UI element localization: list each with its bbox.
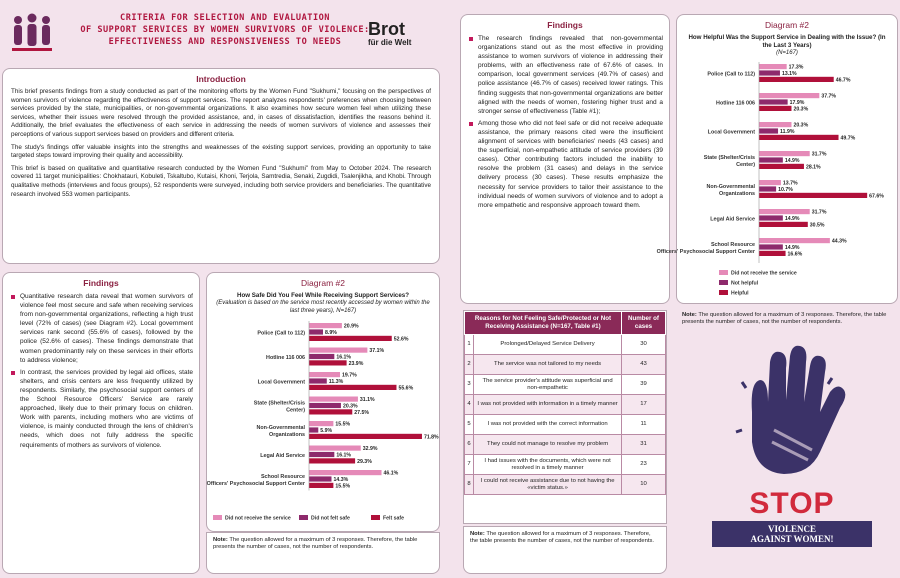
introduction-panel xyxy=(2,68,440,264)
data-label: 67.6% xyxy=(869,192,884,199)
data-label: 20.3% xyxy=(793,122,809,129)
bar xyxy=(309,409,352,414)
findings-bullet: Among those who did not feel safe or did not receive adequate assistance, the primary reasons cited were the insufficient alignment of services with beneficiaries' needs (43 cases) and the superficial, non-empathetic attitude of service providers (39 cases). Other contributing factors included the inability to resolve the problem (31 cases) and delays in the service delivery process (30 cases). These results emphasize the necessity for service providers to tailor their assistance to the individual needs of women survivors of violence and to adopt a more empathetic and responsive approach toward them. xyxy=(469,119,663,210)
bar xyxy=(309,336,392,341)
data-label: 16.6% xyxy=(787,250,803,257)
data-label: 15.5% xyxy=(335,483,351,490)
bar xyxy=(759,93,819,98)
row-cases: 17 xyxy=(622,395,666,415)
findings-title: Findings xyxy=(547,20,583,30)
row-cases: 31 xyxy=(622,435,666,455)
category-label: Center) xyxy=(736,161,755,168)
table-row xyxy=(465,335,666,355)
row-number: 2 xyxy=(465,355,474,375)
table-header-cases: Number of cases xyxy=(622,312,666,335)
diagram-label: Diagram #2 xyxy=(301,278,345,288)
intro-paragraph-1: This brief presents findings from a study conducted as part of the monitoring efforts by the Women Fund "Sukhumi," focusing on the perspectives of women survivors of violence regarding the effectiveness of support services. The report analyzes respondents' preferences when choosing between services provided by the state, municipalities, or non-governmental organizations. It also examines how secure women feel when utilizing these services, whether their issues were resolved through the provided assistance, and, in cases of dissatisfaction, identifies the reasons behind it. Additionally, the brief evaluates the effectiveness of each service in addressing the needs of women survivors of violence and assesses their perceptions of various support services based on providers and different criteria. xyxy=(11,88,431,138)
category-label: Non-Governmental xyxy=(706,183,755,190)
row-reason: I could not receive assistance due to not having the «victim status.» xyxy=(474,475,622,495)
bar xyxy=(309,354,334,359)
row-reason: The service provider's attitude was superficial and non-empathetic xyxy=(474,375,622,395)
row-number: 5 xyxy=(465,415,474,435)
data-label: 46.1% xyxy=(383,470,399,477)
diagram-safety-note: Note: The question allowed for a maximum of 3 responses. Therefore, the table presents the number of cases, not the number of respondents. xyxy=(206,532,440,574)
bar xyxy=(759,134,839,139)
data-label: 14.9% xyxy=(784,215,800,222)
page-title: CRITERIA FOR SELECTION AND EVALUATION OF SUPPORT SERVICES BY WOMEN SURVIVORS OF VIOLENCE: EFFECTIVENESS AND RESPONSIVENESS TO NEEDS xyxy=(80,13,370,47)
bar xyxy=(309,476,331,481)
data-label: 44.3% xyxy=(831,238,847,245)
data-label: 29.3% xyxy=(357,458,372,465)
chart-subtitle: (Evaluation is based on the service most recently accessed by women within the last three years), N=167) xyxy=(216,300,430,314)
women-fund-logo xyxy=(6,10,58,56)
legend-swatch xyxy=(299,515,308,520)
data-label: 14.9% xyxy=(784,244,800,251)
row-reason: I was not provided with information in a timely manner xyxy=(474,395,622,415)
bar xyxy=(759,122,791,127)
data-label: 11.9% xyxy=(780,128,795,135)
intro-paragraph-3: This brief is based on qualitative and quantitative research conducted by the Women Fund "Sukhumi" from May to October 2024. The research covered 11 target municipalities: Chokhatauri, Kobuleti, Tskaltubo, Kutaisi, Khoni, Terjola, Samtredia, Senaki, Zugdidi, Tsalenjikha, and Khobi. Through qualitative methods (interviews and focus groups), 52 respondents were surveyed, including both service providers and beneficiaries. The quantitative research involved 553 women participants. xyxy=(11,164,431,198)
chart-subtitle: (N=167) xyxy=(776,50,798,56)
bar xyxy=(309,378,327,383)
category-label: Police (Call to 112) xyxy=(707,71,755,78)
table-row xyxy=(465,355,666,375)
data-label: 71.8% xyxy=(423,434,439,441)
findings-right-panel xyxy=(460,14,670,304)
legend-swatch xyxy=(719,290,728,295)
row-number: 1 xyxy=(465,335,474,355)
legend-swatch xyxy=(719,280,728,285)
category-label: Legal Aid Service xyxy=(710,216,755,223)
table-row xyxy=(465,455,666,475)
data-label: 37.7% xyxy=(821,93,837,100)
helpful-bar-chart xyxy=(656,58,897,298)
data-label: 16.1% xyxy=(336,452,352,459)
findings-bullet: Quantitative research data reveal that women survivors of violence feel most secure and safe when receiving services from non-governmental organizations, reflecting a high trust level (72% of cases) (see Diagram #2). Local government services rank second (55.6% of cases), followed by the police (52.6% of cases). These findings demonstrate that women predominantly rely on these services in their efforts to address violence; xyxy=(11,292,193,365)
category-label: Hotline 116 006 xyxy=(266,355,305,362)
category-label: Center) xyxy=(286,407,305,414)
data-label: 49.7% xyxy=(840,134,856,141)
bar xyxy=(759,192,867,197)
data-label: 20.3% xyxy=(342,403,358,410)
reasons-table-panel xyxy=(463,310,667,524)
row-reason: Prolonged/Delayed Service Delivery xyxy=(474,335,622,355)
findings-bullet: The research findings revealed that non-governmental organizations stand out as the most effective in providing assistance to women survivors of violence in addressing their problems, with an effectiveness rate of 67.6% of cases. In comparison, local government services (49.7% of cases) and police assistance (46.7% of cases) received lower ratings. This finding suggests that non-governmental organizations are better aligned with the needs of women, fostering higher trust and a stronger sense of effectiveness (Table #1); xyxy=(469,34,663,116)
chart-title: How Helpful Was the Support Service in Dealing with the Issue? (In the Last 3 Years) xyxy=(688,34,886,49)
bar xyxy=(759,76,834,81)
bar xyxy=(759,99,788,104)
data-label: 23.9% xyxy=(348,360,364,367)
bar xyxy=(759,250,786,255)
bar xyxy=(759,151,810,156)
row-number: 3 xyxy=(465,375,474,395)
bar xyxy=(309,348,367,353)
table-row xyxy=(465,475,666,495)
data-label: 13.7% xyxy=(782,180,798,187)
category-label: State (Shelter/Crisis xyxy=(253,400,305,407)
data-label: 5.9% xyxy=(320,428,333,434)
category-label: School Resource xyxy=(710,241,755,248)
bar xyxy=(759,64,787,69)
row-reason: I was not provided with the correct information xyxy=(474,415,622,435)
data-label: 27.5% xyxy=(354,409,369,416)
data-label: 20.9% xyxy=(343,323,359,330)
row-number: 4 xyxy=(465,395,474,415)
bar xyxy=(309,329,323,334)
category-label: Organizations xyxy=(269,432,305,439)
bar xyxy=(759,244,783,249)
row-reason: The service was not tailored to my needs xyxy=(474,355,622,375)
diagram-helpful-panel xyxy=(656,14,898,304)
findings-left-panel xyxy=(2,272,200,574)
bar xyxy=(309,427,318,432)
category-label: Local Government xyxy=(257,379,305,386)
data-label: 46.7% xyxy=(835,76,851,83)
row-reason: They could not manage to resolve my problem xyxy=(474,435,622,455)
intro-paragraph-2: The study's findings offer valuable insights into the strengths and weaknesses of the existing support services, providing an opportunity to take targeted steps toward improving their quality and accessibility. xyxy=(11,143,431,160)
bar xyxy=(309,483,333,488)
table-header-reasons: Reasons for Not Feeling Safe/Protected or Not Receiving Assistance (N=167, Table #1) xyxy=(465,312,622,335)
data-label: 19.7% xyxy=(341,372,357,379)
row-cases: 23 xyxy=(622,455,666,475)
bar xyxy=(309,458,355,463)
stop-violence-poster xyxy=(712,342,872,572)
data-label: 31.1% xyxy=(359,397,375,404)
raised-hand-icon xyxy=(712,342,872,482)
reasons-table xyxy=(464,311,666,495)
row-cases: 30 xyxy=(622,335,666,355)
stop-text: STOP xyxy=(749,487,835,520)
data-label: 28.1% xyxy=(805,163,821,170)
data-label: 20.3% xyxy=(793,105,809,112)
row-cases: 39 xyxy=(622,375,666,395)
category-label: Legal Aid Service xyxy=(260,453,305,460)
bar xyxy=(759,186,776,191)
legend-swatch xyxy=(371,515,380,520)
bar xyxy=(759,221,808,226)
findings-title: Findings xyxy=(83,278,119,288)
category-label: Police (Call to 112) xyxy=(257,330,305,337)
data-label: 30.5% xyxy=(809,221,825,228)
category-label: Officers' Psychosocial Support Center xyxy=(656,248,755,255)
legend-label: Did not felt safe xyxy=(311,515,350,522)
data-label: 55.6% xyxy=(398,385,414,392)
bar xyxy=(759,157,783,162)
bar xyxy=(309,403,341,408)
data-label: 52.6% xyxy=(393,336,409,343)
legend-swatch xyxy=(213,515,222,520)
bar xyxy=(759,163,804,168)
data-label: 15.5% xyxy=(335,421,351,428)
row-cases: 43 xyxy=(622,355,666,375)
bar xyxy=(309,421,333,426)
row-cases: 10 xyxy=(622,475,666,495)
bar xyxy=(759,209,810,214)
legend-label: Helpful xyxy=(731,290,749,297)
row-number: 8 xyxy=(465,475,474,495)
bar xyxy=(309,360,347,365)
data-label: 31.7% xyxy=(811,209,827,216)
category-label: Organizations xyxy=(719,190,755,197)
row-reason: I had issues with the documents, which were not resolved in a timely manner xyxy=(474,455,622,475)
data-label: 14.3% xyxy=(333,477,349,483)
bar xyxy=(759,180,781,185)
row-cases: 11 xyxy=(622,415,666,435)
bar xyxy=(759,238,830,243)
chart-title: How Safe Did You Feel While Receiving Support Services? xyxy=(236,292,410,299)
bar xyxy=(309,434,422,439)
legend-label: Did not receive the service xyxy=(225,515,291,522)
legend-label: Did not receive the service xyxy=(731,270,797,277)
data-label: 17.9% xyxy=(789,99,805,106)
category-label: School Resource xyxy=(260,474,305,481)
data-label: 14.9% xyxy=(784,157,800,164)
table-note: Note: The question allowed for a maximum of 3 responses. Therefore, the table presents the number of cases, not the number of respondents. xyxy=(463,526,667,574)
data-label: 8.9% xyxy=(325,330,337,336)
table-row xyxy=(465,395,666,415)
data-label: 32.9% xyxy=(362,446,378,453)
bar xyxy=(759,70,780,75)
legend-swatch xyxy=(719,270,728,275)
bar xyxy=(309,372,340,377)
data-label: 37.1% xyxy=(369,348,385,355)
data-label: 16.1% xyxy=(336,354,352,361)
category-label: Officers' Psychosocial Support Center xyxy=(206,481,305,488)
bar xyxy=(309,385,396,390)
stop-banner: VIOLENCE AGAINST WOMEN! xyxy=(712,521,872,547)
legend-label: Felt safe xyxy=(383,515,405,522)
bar xyxy=(309,446,361,451)
bar xyxy=(309,323,342,328)
category-label: Non-Governmental xyxy=(256,425,305,432)
bar xyxy=(309,470,382,475)
safety-bar-chart xyxy=(207,315,439,525)
legend-label: Not helpful xyxy=(731,280,759,287)
diagram-helpful-note: Note: The question allowed for a maximum of 3 responses. Therefore, the table presents the number of cases, not the number of respondents. xyxy=(682,312,887,326)
table-row xyxy=(465,435,666,455)
data-label: 11.3% xyxy=(328,379,344,385)
category-label: Hotline 116 006 xyxy=(716,100,755,107)
bar xyxy=(759,105,791,110)
category-label: State (Shelter/Crisis xyxy=(703,154,755,161)
diagram-label: Diagram #2 xyxy=(765,20,809,30)
bar xyxy=(309,397,358,402)
table-row xyxy=(465,375,666,395)
bar xyxy=(309,452,334,457)
table-row xyxy=(465,415,666,435)
findings-bullet: In contrast, the services provided by legal aid offices, state shelters, and crisis centers are less frequently utilized by respondents. Similarly, the psychosocial support centers of the School Resource Officers' Service are rarely approached, likely due to their primary focus on children. Work with parents, including mothers who are victims of violence, is mainly conducted through the lens of children's needs, which does not fully address the specific requirements of mothers as survivors of violence. xyxy=(11,368,193,450)
bar xyxy=(759,128,778,133)
data-label: 13.1% xyxy=(781,70,797,77)
bar xyxy=(759,215,783,220)
diagram-safety-panel xyxy=(206,272,440,532)
category-label: Local Government xyxy=(707,129,755,136)
row-number: 6 xyxy=(465,435,474,455)
data-label: 17.3% xyxy=(788,64,804,71)
data-label: 10.7% xyxy=(778,186,793,193)
brot-logo: Brot für die Welt xyxy=(368,19,412,47)
row-number: 7 xyxy=(465,455,474,475)
data-label: 31.7% xyxy=(811,151,827,158)
introduction-title: Introduction xyxy=(196,74,246,84)
